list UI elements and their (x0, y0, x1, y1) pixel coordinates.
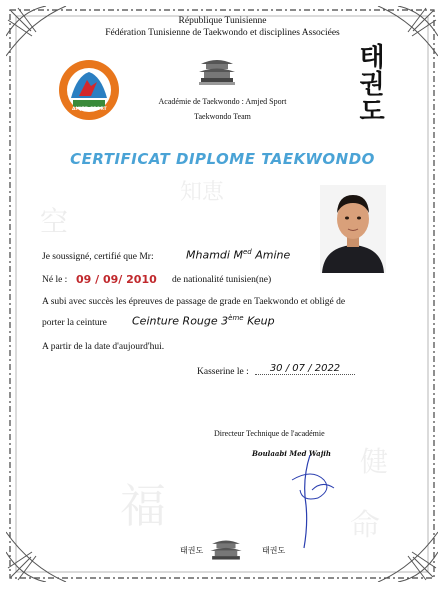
belt-grade (132, 314, 275, 328)
student-name-main: Mhamdi M (186, 248, 243, 262)
belt-grade-suffix: Keup (243, 314, 275, 328)
signatory-role: Directeur Technique de l'académie (214, 429, 325, 438)
pagoda-icon (197, 56, 237, 86)
academy-name: Académie de Taekwondo : Amjed Sport (158, 97, 287, 106)
watermark-characters: 知恵 (180, 180, 225, 205)
academy-team: Taekwondo Team (194, 112, 251, 121)
belt-grade-main: Ceinture Rouge 3 (132, 314, 229, 328)
student-name-suffix: Amine (251, 248, 291, 262)
certify-label: Je soussigné, certifié que Mr: (42, 252, 154, 262)
place-label: Kasserine le : (197, 367, 249, 377)
signatory-name: Boulaabi Med Wajih (252, 449, 331, 458)
certificate-title: CERTIFICAT DIPLOME TAEKWONDO (70, 150, 375, 168)
from-date-text: A partir de la date d'aujourd'hui. (42, 342, 165, 352)
federation-header: Fédération Tunisienne de Taekwondo et disciplines Associées (105, 28, 340, 38)
korean-calligraphy: 태권도 (359, 43, 385, 127)
footer-korean-left: 태권도 (180, 546, 204, 555)
footer-pagoda-icon (208, 537, 244, 563)
logo-text: AMJED SPORT (72, 107, 107, 112)
student-photo (320, 185, 386, 273)
watermark-characters: 福 (120, 479, 166, 533)
watermark-characters: 健 (360, 445, 389, 478)
watermark-characters: 空 (40, 205, 69, 238)
student-name (186, 248, 290, 262)
belt-grade-sup: ème (228, 314, 244, 322)
passage-text: A subi avec succès les épreuves de passage de grade en Taekwondo et obligé de (42, 297, 346, 307)
nationality-text: de nationalité tunisien(ne) (172, 275, 272, 285)
belt-label: porter la ceinture (42, 318, 107, 328)
handwritten-signature (282, 450, 342, 550)
birth-date: 09 / 09/ 2010 (76, 273, 157, 286)
born-label: Né le : (42, 275, 68, 285)
republic-header: République Tunisienne (178, 16, 267, 26)
issue-date: 30 / 07 / 2022 (255, 363, 355, 375)
watermark-characters: 命 (350, 508, 380, 543)
student-name-sup: ed (242, 248, 252, 256)
footer-korean-right: 태권도 (262, 546, 286, 555)
